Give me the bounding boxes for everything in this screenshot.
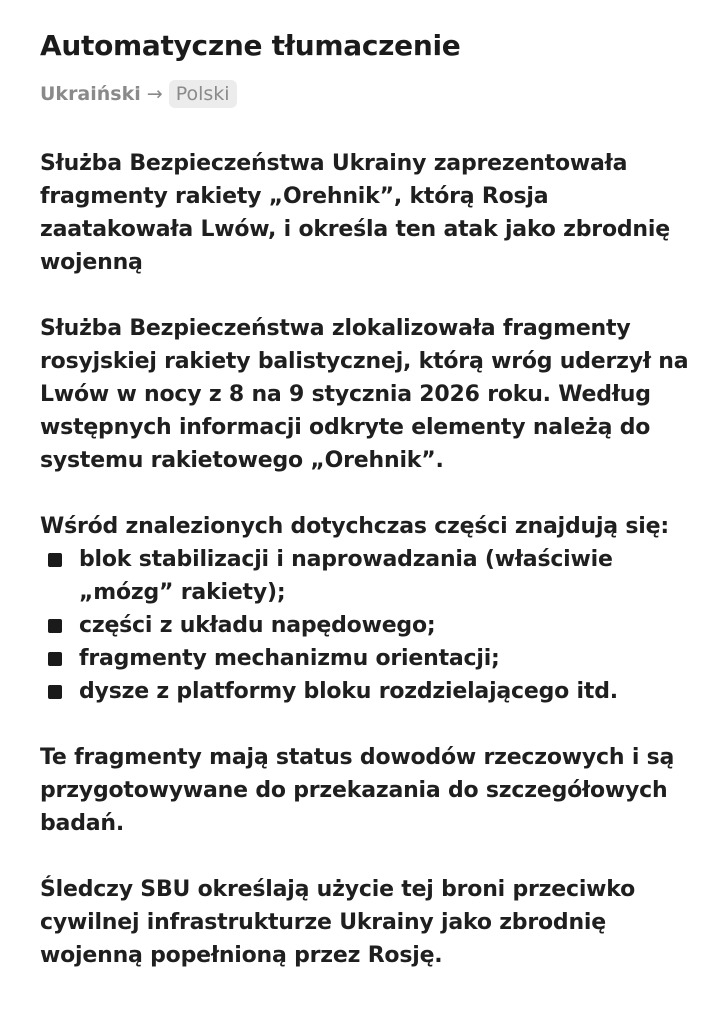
list-item-text: dysze z platformy bloku rozdzielającego itd. <box>79 679 618 704</box>
square-bullet-icon <box>48 553 62 567</box>
parts-list <box>40 543 690 708</box>
paragraph-1: Służba Bezpieczeństwa Ukrainy zaprezentowała fragmenty rakiety „Orehnik”, którą Rosja zaatakowała Lwów, i określa ten atak jako zbrodnię wojenną <box>40 151 670 275</box>
list-item <box>40 543 690 609</box>
arrow-right-icon: → <box>146 83 163 105</box>
square-bullet-icon <box>48 685 62 699</box>
paragraph-5: Śledczy SBU określają użycie tej broni przeciwko cywilnej infrastrukturze Ukrainy jako zbrodnię wojenną popełnioną przez Rosję. <box>40 877 636 968</box>
panel-title: Automatyczne tłumaczenie <box>40 29 461 62</box>
target-language-chip[interactable]: Polski <box>169 80 237 108</box>
translated-text <box>40 147 690 972</box>
square-bullet-icon <box>48 619 62 633</box>
source-language[interactable]: Ukraiński <box>40 83 141 105</box>
list-item-text: blok stabilizacji i naprowadzania (właściwie „mózg” rakiety); <box>79 547 613 605</box>
paragraph-2: Służba Bezpieczeństwa zlokalizowała fragmenty rosyjskiej rakiety balistycznej, którą wróg uderzył na Lwów w nocy z 8 na 9 stycznia 2026 roku. Według wstępnych informacji odkryte elementy należą do systemu rakietowego „Orehnik”. <box>40 316 689 473</box>
language-selector <box>40 79 690 109</box>
paragraph-3: Wśród znalezionych dotychczas części znajdują się: <box>40 514 669 539</box>
square-bullet-icon <box>48 652 62 666</box>
list-item <box>40 609 690 642</box>
list-item-text: fragmenty mechanizmu orientacji; <box>79 646 500 671</box>
list-item <box>40 675 690 708</box>
list-item <box>40 642 690 675</box>
paragraph-4: Te fragmenty mają status dowodów rzeczowych i są przygotowywane do przekazania do szczegółowych badań. <box>40 745 675 836</box>
list-item-text: części z układu napędowego; <box>79 613 436 638</box>
